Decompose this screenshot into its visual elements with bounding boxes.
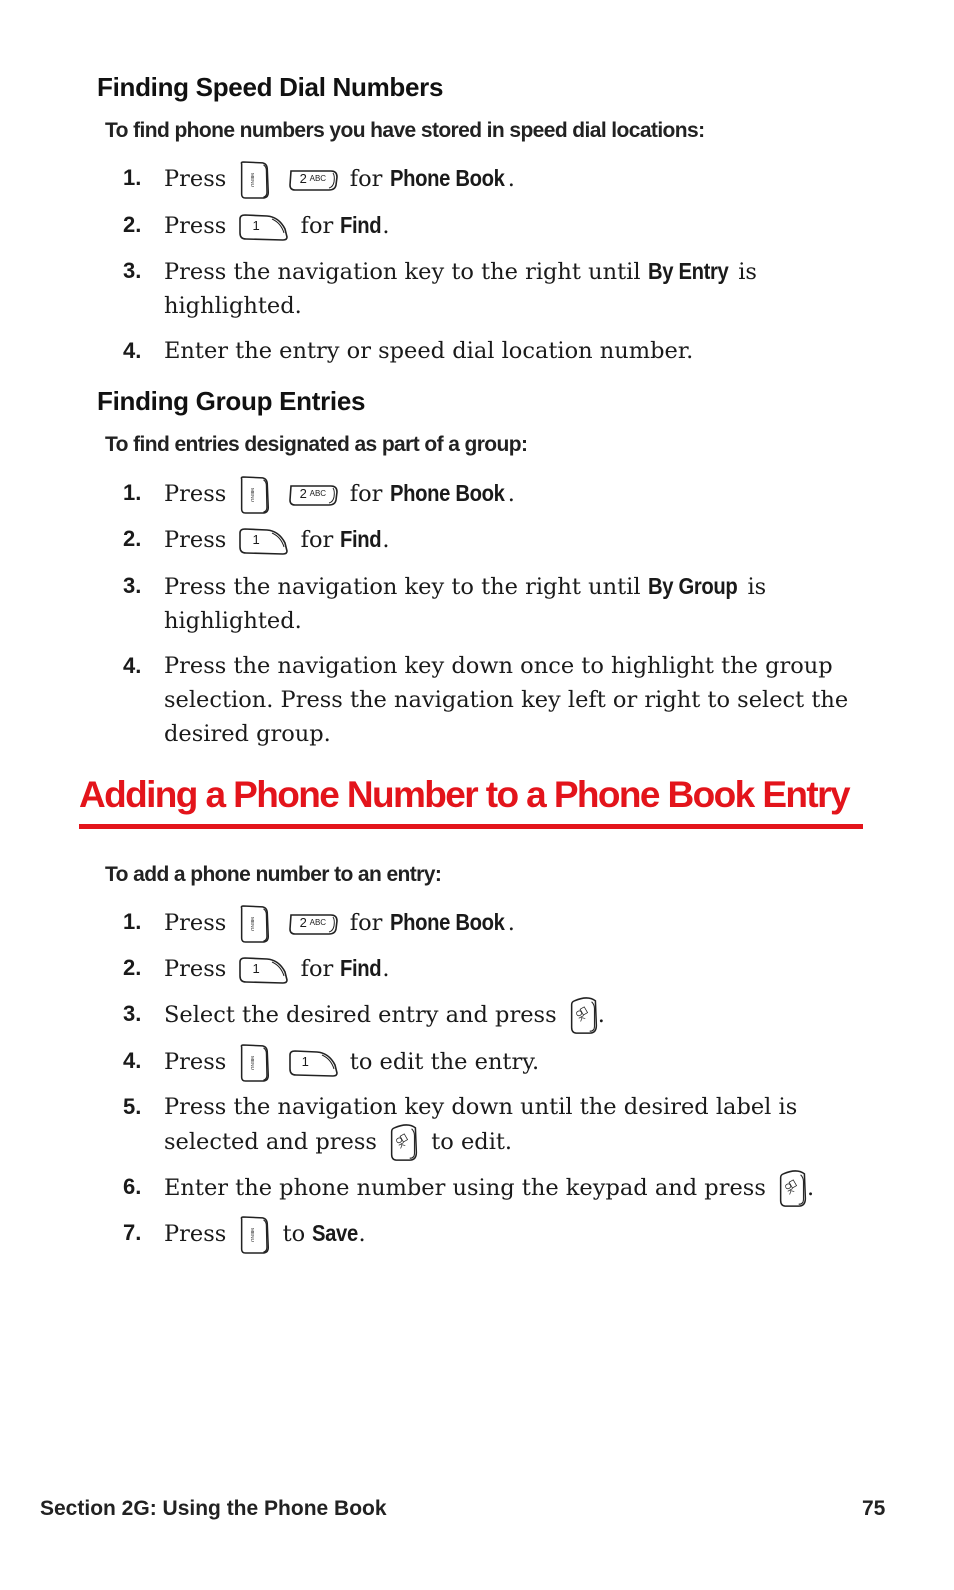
step-text: is highlighted. bbox=[164, 574, 767, 634]
step-text: for bbox=[349, 166, 383, 192]
step-number: 4. bbox=[123, 653, 142, 678]
step-number: 4. bbox=[123, 338, 142, 363]
step-text: . bbox=[507, 481, 515, 507]
intro-add-number: To add a phone number to an entry: bbox=[105, 863, 442, 886]
step-number: 6. bbox=[123, 1174, 142, 1199]
section-heading-speed-dial: Finding Speed Dial Numbers bbox=[97, 72, 444, 102]
step-number: 2. bbox=[123, 955, 142, 980]
step-text: for bbox=[349, 910, 383, 936]
step-number: 2. bbox=[123, 526, 142, 551]
step-number: 2. bbox=[123, 212, 142, 237]
step-number: 7. bbox=[123, 1220, 142, 1245]
step-text: . bbox=[507, 166, 515, 192]
menu-key-icon bbox=[237, 1216, 271, 1254]
1-key-icon: 1 bbox=[237, 527, 289, 555]
step-text: . bbox=[507, 910, 515, 936]
step-text: Press the navigation key down until the desired label is selected and press bbox=[164, 1094, 798, 1155]
ok-key-icon: OK bbox=[777, 1170, 809, 1208]
step-text: Press bbox=[164, 910, 227, 936]
chapter-title: Adding a Phone Number to a Phone Book Entry bbox=[79, 774, 849, 815]
step-text: . bbox=[382, 213, 390, 239]
menu-key-icon bbox=[237, 476, 271, 514]
step-text: is highlighted. bbox=[164, 259, 757, 319]
1-key-icon: 1 bbox=[287, 1049, 339, 1077]
step-keyword: By Group bbox=[647, 573, 738, 599]
menu-key-icon bbox=[237, 905, 271, 943]
step-number: 5. bbox=[123, 1094, 142, 1119]
step-text: Press bbox=[164, 1221, 227, 1247]
footer-section-label: Section 2G: Using the Phone Book bbox=[40, 1497, 387, 1520]
step-number: 1. bbox=[123, 165, 142, 190]
menu-key-icon bbox=[237, 161, 271, 199]
step-text: . bbox=[597, 1002, 605, 1028]
step-text: Press bbox=[164, 527, 227, 553]
step-number: 1. bbox=[123, 480, 142, 505]
menu-key-icon bbox=[237, 1044, 271, 1082]
step-text: to bbox=[282, 1221, 306, 1247]
step-text: for bbox=[300, 527, 334, 553]
step-text: Press the navigation key down once to highlight the group selection. Press the navigation key left or right to select the desired group. bbox=[164, 653, 849, 747]
intro-speed-dial: To find phone numbers you have stored in speed dial locations: bbox=[105, 119, 705, 142]
step-text: for bbox=[349, 481, 383, 507]
step-text: for bbox=[300, 213, 334, 239]
step-text: Press bbox=[164, 956, 227, 982]
page-number: 75 bbox=[862, 1497, 886, 1520]
step-text: Enter the phone number using the keypad and press bbox=[164, 1175, 766, 1201]
step-number: 1. bbox=[123, 909, 142, 934]
step-keyword: Phone Book bbox=[389, 165, 505, 191]
step-text: . bbox=[358, 1221, 366, 1247]
step-keyword: Find bbox=[340, 526, 382, 552]
step-keyword: Phone Book bbox=[389, 480, 505, 506]
1-key-icon: 1 bbox=[237, 213, 289, 241]
step-keyword: Phone Book bbox=[389, 909, 505, 935]
intro-group-entries: To find entries designated as part of a group: bbox=[105, 433, 528, 456]
step-text: . bbox=[807, 1175, 815, 1201]
step-text: Press bbox=[164, 1049, 227, 1075]
step-number: 3. bbox=[123, 258, 142, 283]
title-underline bbox=[79, 824, 863, 829]
step-text: for bbox=[300, 956, 334, 982]
step-keyword: Find bbox=[340, 212, 382, 238]
step-text: Press the navigation key to the right until bbox=[164, 259, 641, 285]
step-text: to edit. bbox=[431, 1129, 513, 1155]
step-number: 3. bbox=[123, 573, 142, 598]
step-text: Press bbox=[164, 166, 227, 192]
step-text: to edit the entry. bbox=[349, 1049, 540, 1075]
step-text: Press bbox=[164, 213, 227, 239]
1-key-icon: 1 bbox=[237, 956, 289, 984]
step-text: Press bbox=[164, 481, 227, 507]
section-heading-group-entries: Finding Group Entries bbox=[97, 386, 366, 416]
2abc-key-icon: 2 ABC bbox=[287, 483, 339, 507]
step-text: Select the desired entry and press bbox=[164, 1002, 557, 1028]
step-number: 4. bbox=[123, 1048, 142, 1073]
ok-key-icon: OK bbox=[388, 1124, 420, 1162]
step-text: . bbox=[382, 956, 390, 982]
step-keyword: Find bbox=[340, 955, 382, 981]
2abc-key-icon: 2 ABC bbox=[287, 912, 339, 936]
ok-key-icon: OK bbox=[568, 997, 600, 1035]
step-text: . bbox=[382, 527, 390, 553]
2abc-key-icon: 2 ABC bbox=[287, 168, 339, 192]
step-keyword: Save bbox=[312, 1220, 359, 1246]
step-keyword: By Entry bbox=[647, 258, 729, 284]
step-number: 3. bbox=[123, 1001, 142, 1026]
step-text: Enter the entry or speed dial location number. bbox=[164, 338, 694, 364]
step-text: Press the navigation key to the right until bbox=[164, 574, 641, 600]
